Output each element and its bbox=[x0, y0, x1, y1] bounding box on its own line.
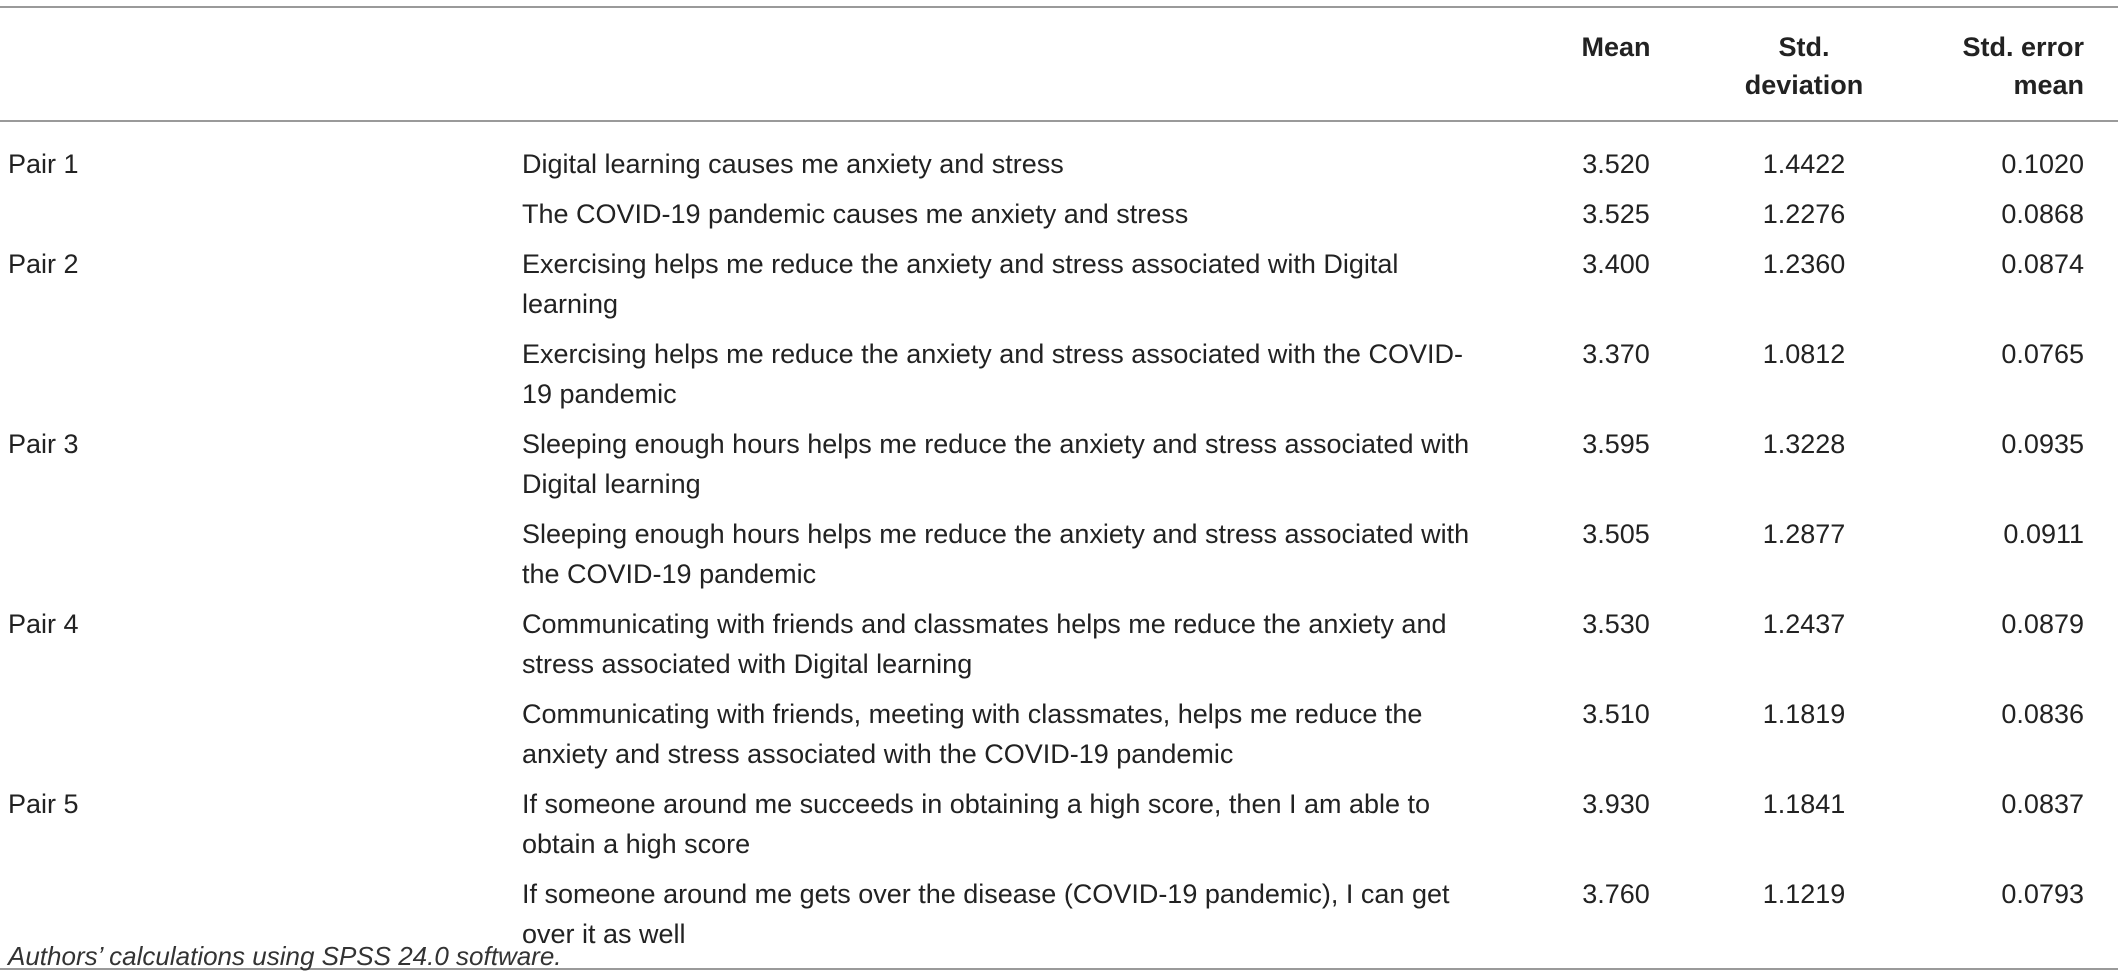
item-text: Communicating with friends and classmates helps me reduce the anxiety and stress associated with Digital learning bbox=[522, 609, 1447, 679]
mean-value: 3.595 bbox=[1582, 429, 1650, 459]
table-row bbox=[0, 239, 2118, 329]
mean-value: 3.510 bbox=[1582, 699, 1650, 729]
std-error-mean-value: 0.0836 bbox=[2001, 699, 2084, 729]
header-std-deviation: Std. deviation bbox=[1744, 32, 1864, 100]
std-error-mean-value: 0.0879 bbox=[2001, 609, 2084, 639]
mean-value: 3.370 bbox=[1582, 339, 1650, 369]
mean-value: 3.505 bbox=[1582, 519, 1650, 549]
mean-value: 3.525 bbox=[1582, 199, 1650, 229]
std-deviation-value: 1.1219 bbox=[1762, 879, 1846, 909]
std-error-mean-value: 0.0793 bbox=[2001, 879, 2084, 909]
std-deviation-value: 1.1841 bbox=[1762, 789, 1846, 819]
std-error-mean-value: 0.0837 bbox=[2001, 789, 2084, 819]
item-text: If someone around me succeeds in obtaining a high score, then I am able to obtain a high score bbox=[522, 789, 1431, 859]
std-deviation-value: 1.1819 bbox=[1762, 699, 1846, 729]
std-error-mean-value: 0.0911 bbox=[2003, 519, 2084, 549]
paired-samples-statistics-table bbox=[0, 6, 2118, 970]
std-error-mean-value: 0.0935 bbox=[2001, 429, 2084, 459]
table-row bbox=[0, 329, 2118, 419]
std-error-mean-value: 0.1020 bbox=[2001, 149, 2084, 179]
std-error-mean-value: 0.0868 bbox=[2001, 199, 2084, 229]
table-row bbox=[0, 189, 2118, 239]
header-row bbox=[0, 7, 2118, 121]
std-deviation-value: 1.2877 bbox=[1762, 519, 1846, 549]
mean-value: 3.400 bbox=[1582, 249, 1650, 279]
item-text: Communicating with friends, meeting with classmates, helps me reduce the anxiety and stress associated with the COVID-19 pandemic bbox=[522, 699, 1423, 769]
item-text: If someone around me gets over the disease (COVID-19 pandemic), I can get over it as well bbox=[522, 879, 1450, 949]
item-text: Sleeping enough hours helps me reduce the anxiety and stress associated with the COVID-19 pandemic bbox=[522, 519, 1470, 589]
table-header bbox=[0, 7, 2118, 121]
std-deviation-value: 1.3228 bbox=[1762, 429, 1846, 459]
pair-label: Pair 3 bbox=[8, 429, 79, 459]
table-row bbox=[0, 419, 2118, 509]
mean-value: 3.760 bbox=[1582, 879, 1650, 909]
pair-label bbox=[0, 509, 512, 599]
table-footnote: Authors’ calculations using SPSS 24.0 software. bbox=[8, 941, 562, 971]
pair-label: Pair 5 bbox=[8, 789, 79, 819]
header-pair bbox=[0, 7, 512, 121]
table-row bbox=[0, 779, 2118, 869]
pair-label bbox=[0, 189, 512, 239]
pair-label: Pair 2 bbox=[8, 249, 79, 279]
table-body bbox=[0, 121, 2118, 969]
std-deviation-value: 1.0812 bbox=[1762, 339, 1846, 369]
table-row bbox=[0, 509, 2118, 599]
pair-label: Pair 4 bbox=[8, 609, 79, 639]
item-text: Sleeping enough hours helps me reduce the anxiety and stress associated with Digital learning bbox=[522, 429, 1470, 499]
mean-value: 3.530 bbox=[1582, 609, 1650, 639]
std-deviation-value: 1.4422 bbox=[1762, 149, 1846, 179]
table-row bbox=[0, 121, 2118, 189]
header-std-error-mean: Std. error mean bbox=[1962, 32, 2084, 100]
item-text: Digital learning causes me anxiety and stress bbox=[522, 149, 1064, 179]
std-deviation-value: 1.2276 bbox=[1762, 199, 1846, 229]
statistics-table-container bbox=[0, 6, 2118, 970]
mean-value: 3.520 bbox=[1582, 149, 1650, 179]
header-item bbox=[512, 7, 1528, 121]
mean-value: 3.930 bbox=[1582, 789, 1650, 819]
std-deviation-value: 1.2360 bbox=[1762, 249, 1846, 279]
pair-label bbox=[0, 689, 512, 779]
table-row bbox=[0, 689, 2118, 779]
header-mean: Mean bbox=[1581, 32, 1651, 62]
item-text: Exercising helps me reduce the anxiety and stress associated with the COVID-19 pandemic bbox=[522, 339, 1463, 409]
item-text: Exercising helps me reduce the anxiety and stress associated with Digital learning bbox=[522, 249, 1399, 319]
std-deviation-value: 1.2437 bbox=[1762, 609, 1846, 639]
table-row bbox=[0, 599, 2118, 689]
pair-label: Pair 1 bbox=[8, 149, 79, 179]
pair-label bbox=[0, 329, 512, 419]
item-text: The COVID-19 pandemic causes me anxiety and stress bbox=[522, 199, 1189, 229]
std-error-mean-value: 0.0765 bbox=[2001, 339, 2084, 369]
std-error-mean-value: 0.0874 bbox=[2001, 249, 2084, 279]
